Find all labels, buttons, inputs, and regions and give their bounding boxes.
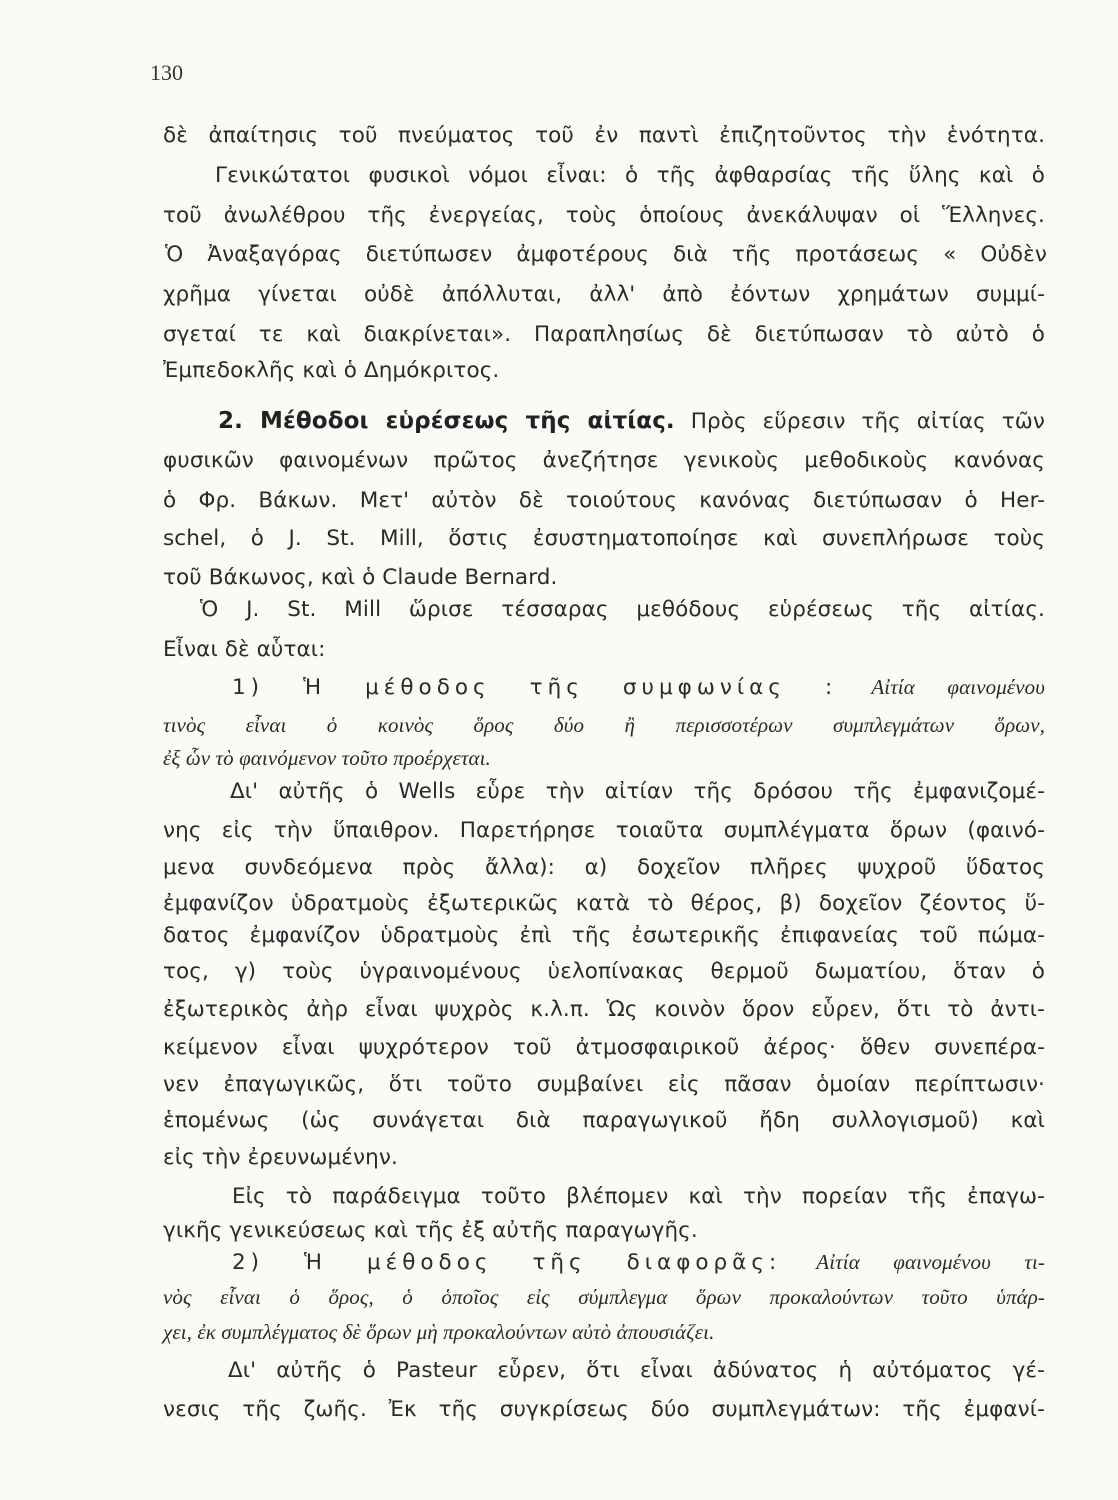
section-heading: 2. Μέθοδοι εὑρέσεως τῆς αἰτίας.	[218, 408, 675, 434]
text-line: Γενικώτατοι φυσικοὶ νόμοι εἶναι: ὁ τῆς ἀφθαρσίας τῆς ὕλης καὶ ὁ	[215, 163, 1045, 188]
text-line: Δι' αὐτῆς ὁ Pasteur εὗρεν, ὅτι εἶναι ἀδύνατος ἡ αὐτόματος γέ-	[228, 1358, 1045, 1383]
text-line: Ἐμπεδοκλῆς καὶ ὁ Δημόκριτος.	[163, 358, 500, 383]
text-line: εἰς τὴν ἐρευνωμένην.	[163, 1145, 398, 1170]
text-line: τοῦ Βάκωνος, καὶ ὁ Claude Bernard.	[163, 565, 558, 590]
text-line: Εἰς τὸ παράδειγμα τοῦτο βλέπομεν καὶ τὴν πορείαν τῆς ἐπαγω-	[232, 1184, 1045, 1209]
text-line: γικῆς γενικεύσεως καὶ τῆς ἐξ αὐτῆς παραγωγῆς.	[163, 1218, 698, 1243]
text-line: τος, γ) τοὺς ὑγραινομένους ὑελοπίνακας θερμοῦ δωματίου, ὅταν ὁ	[163, 959, 1045, 984]
method-2-definition-line: νὸς εἶναι ὁ ὅρος, ὁ ὁποῖος εἰς σύμπλεγμα ὅρων προκαλούντων τοῦτο ὑπάρ-	[163, 1285, 1045, 1309]
method-2-line	[232, 1247, 1045, 1278]
text-line: ὁ Φρ. Βάκων. Μετ' αὐτὸν δὲ τοιούτους κανόνας διετύπωσαν ὁ Her-	[163, 488, 1045, 513]
text-line: τοῦ ἀνωλέθρου τῆς ἐνεργείας, τοὺς ὁποίους ἀνεκάλυψαν οἱ Ἕλληνες.	[163, 203, 1045, 228]
method-2-definition: Αἰτία φαινομένου τι-	[816, 1250, 1046, 1274]
method-1-definition: Αἰτία φαινομένου	[871, 675, 1045, 699]
method-2-definition-line: χει, ἐκ συμπλέγματος δὲ ὅρων μὴ προκαλούντων αὐτὸ ἀπουσιάζει.	[163, 1320, 715, 1344]
method-1-definition-line: τινὸς εἶναι ὁ κοινὸς ὅρος δύο ἢ περισσοτέρων συμπλεγμάτων ὅρων,	[163, 713, 1045, 737]
text-line: ἐμφανίζον ὑδρατμοὺς ἐξωτερικῶς κατὰ τὸ θέρος, β) δοχεῖον ζέοντος ὕ-	[163, 891, 1045, 916]
text-line: Ὁ Ἀναξαγόρας διετύπωσεν ἀμφοτέρους διὰ τῆς προτάσεως « Οὐδὲν	[165, 242, 1047, 267]
text-line: νεν ἐπαγωγικῶς, ὅτι τοῦτο συμβαίνει εἰς πᾶσαν ὁμοίαν περίπτωσιν·	[163, 1072, 1045, 1097]
text-line: ἐξωτερικὸς ἀὴρ εἶναι ψυχρὸς κ.λ.π. Ὡς κοινὸν ὅρον εὗρεν, ὅτι τὸ ἀντι-	[163, 997, 1045, 1022]
text-line: νης εἰς τὴν ὕπαιθρον. Παρετήρησε τοιαῦτα συμπλέγματα ὅρων (φαινό-	[163, 818, 1045, 843]
text-line: χρῆμα γίνεται οὐδὲ ἀπόλλυται, ἀλλ' ἀπὸ ἐόντων χρημάτων συμμί-	[163, 282, 1045, 307]
heading-continuation: Πρὸς εὕρεσιν τῆς αἰτίας τῶν	[690, 409, 1045, 434]
method-1-definition-line: ἐξ ὧν τὸ φαινόμενον τοῦτο προέρχεται.	[163, 746, 491, 770]
text-line: μενα συνδεόμενα πρὸς ἄλλα): α) δοχεῖον πλῆρες ψυχροῦ ὕδατος	[163, 855, 1045, 880]
text-line: ἑπομένως (ὡς συνάγεται διὰ παραγωγικοῦ ἤδη συλλογισμοῦ) καὶ	[163, 1108, 1045, 1133]
text-line: σγεταί τε καὶ διακρίνεται». Παραπλησίως δὲ διετύπωσαν τὸ αὐτὸ ὁ	[163, 322, 1045, 347]
text-line: δατος ἐμφανίζον ὑδρατμοὺς ἐπὶ τῆς ἐσωτερικῆς ἐπιφανείας τοῦ πώμα-	[163, 923, 1045, 948]
text-line: Εἶναι δὲ αὗται:	[163, 637, 326, 662]
text-line: φυσικῶν φαινομένων πρῶτος ἀνεζήτησε γενικοὺς μεθοδικοὺς κανόνας	[163, 448, 1045, 473]
section-heading-line	[218, 406, 1045, 437]
method-2-label: 2) Ἡ μέθοδος τῆς διαφορᾶς:	[232, 1250, 782, 1275]
text-line: schel, ὁ J. St. Mill, ὅστις ἐσυστηματοποίησε καὶ συνεπλήρωσε τοὺς	[163, 526, 1045, 551]
page-number: 130	[150, 60, 183, 85]
text-line: δὲ ἀπαίτησις τοῦ πνεύματος τοῦ ἐν παντὶ ἐπιζητοῦντος τὴν ἑνότητα.	[163, 123, 1045, 148]
method-1-label: 1) Ἡ μέθοδος τῆς συμφωνίας :	[232, 675, 838, 700]
text-line: κείμενον εἶναι ψυχρότερον τοῦ ἀτμοσφαιρικοῦ ἀέρος· ὅθεν συνεπέρα-	[163, 1035, 1045, 1060]
text-line: νεσις τῆς ζωῆς. Ἐκ τῆς συγκρίσεως δύο συμπλεγμάτων: τῆς ἐμφανί-	[163, 1397, 1045, 1422]
text-line: Δι' αὐτῆς ὁ Wells εὗρε τὴν αἰτίαν τῆς δρόσου τῆς ἐμφανιζομέ-	[230, 779, 1045, 804]
text-line: Ὁ J. St. Mill ὥρισε τέσσαρας μεθόδους εὑρέσεως τῆς αἰτίας.	[200, 597, 1045, 622]
method-1-line	[232, 672, 1045, 703]
